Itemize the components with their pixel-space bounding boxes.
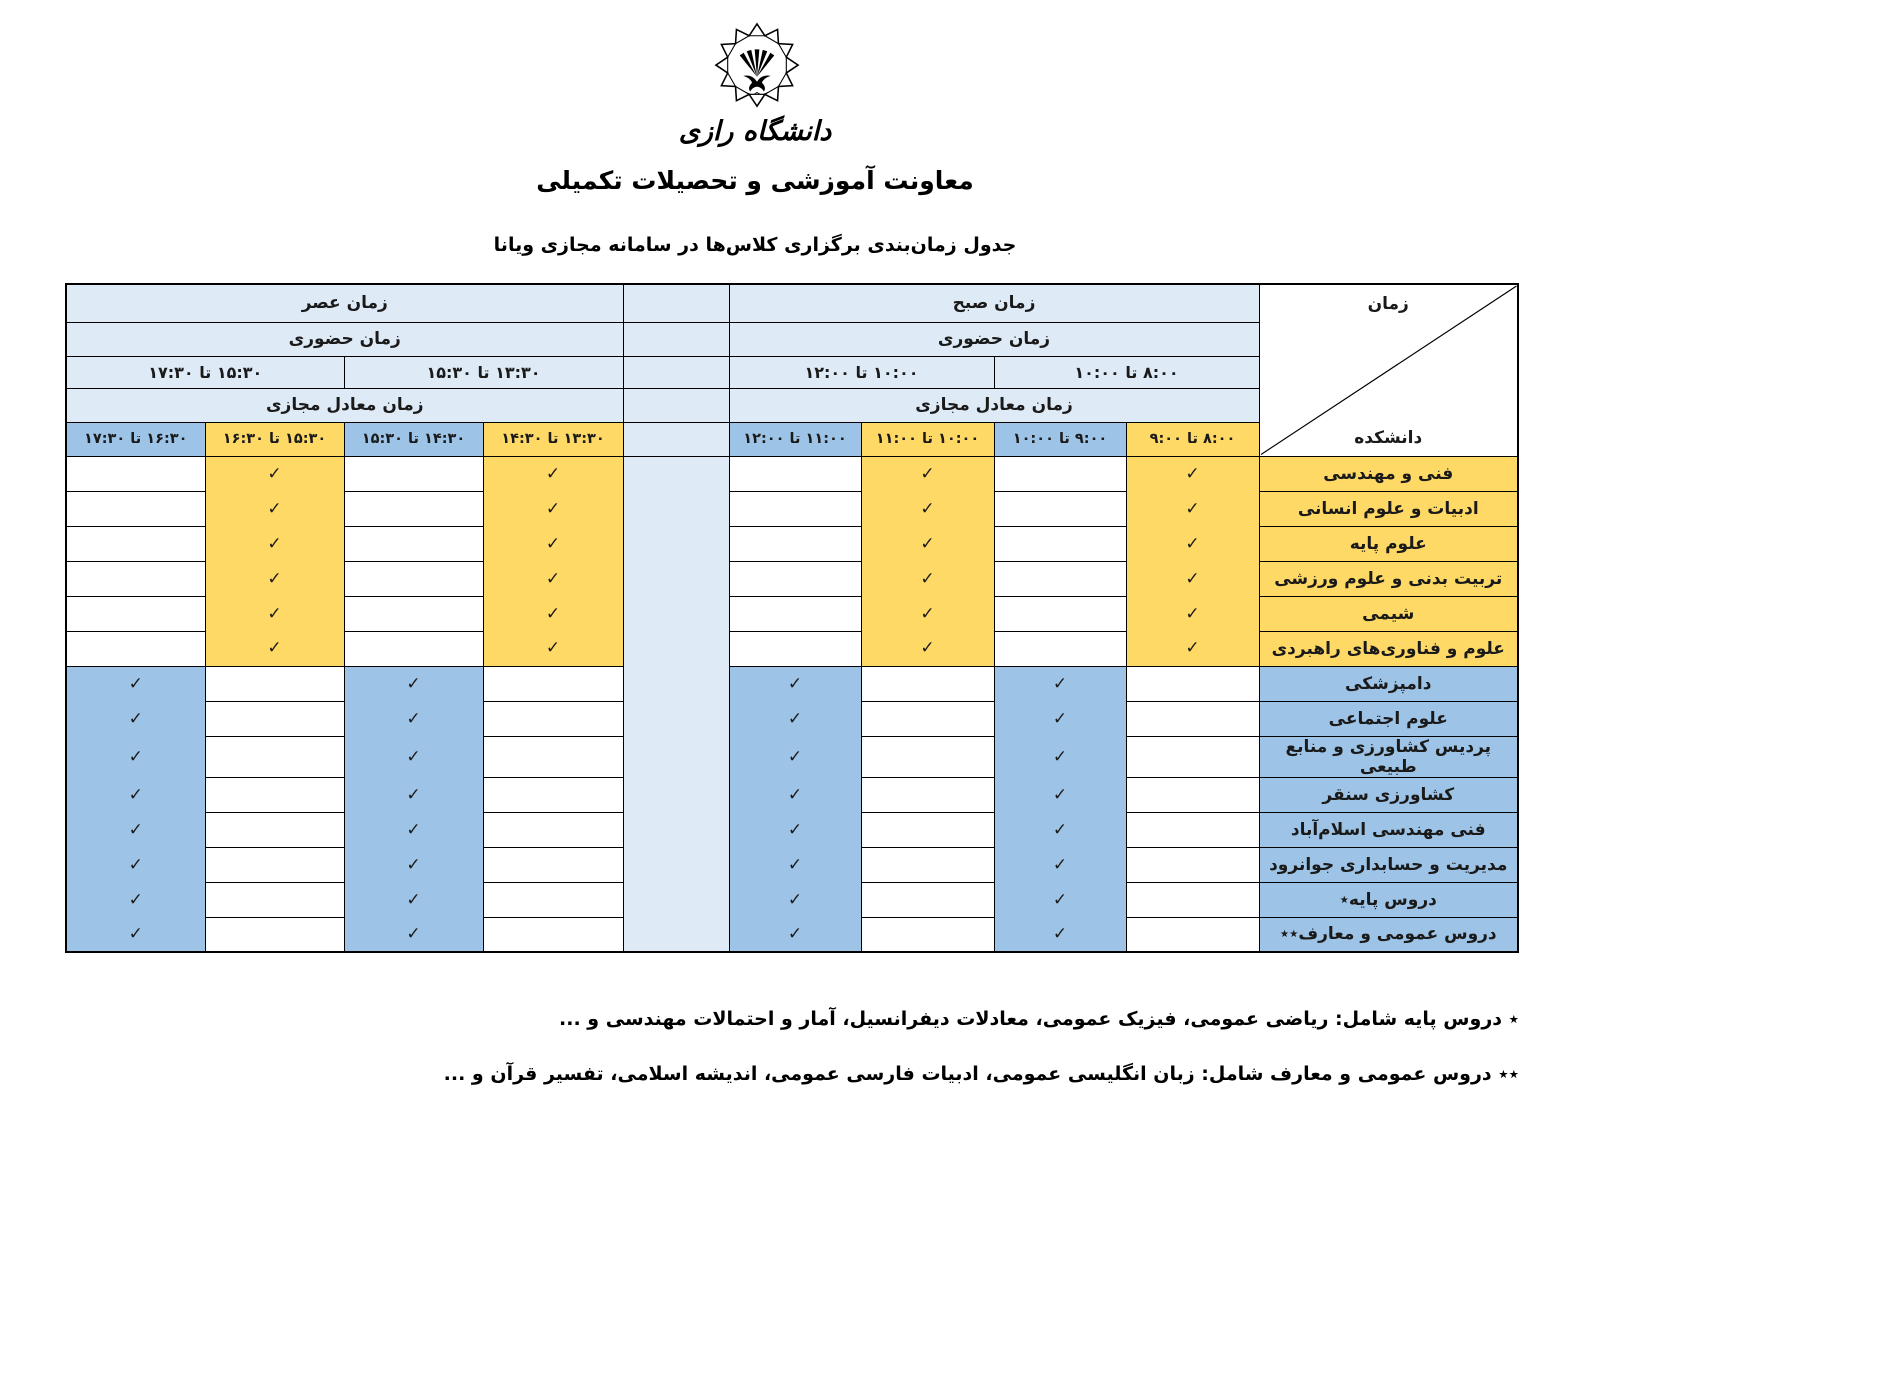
empty-cell xyxy=(861,777,994,812)
check-cell: ✓ xyxy=(344,917,483,952)
check-cell: ✓ xyxy=(205,631,344,666)
check-cell: ✓ xyxy=(1126,491,1259,526)
check-cell: ✓ xyxy=(205,561,344,596)
faculty-name-cell: دروس پایه٭ xyxy=(1259,882,1518,917)
check-cell: ✓ xyxy=(205,456,344,491)
check-cell: ✓ xyxy=(729,917,861,952)
empty-cell xyxy=(483,882,623,917)
check-cell: ✓ xyxy=(1126,456,1259,491)
spacer-cell xyxy=(623,388,729,422)
check-cell: ✓ xyxy=(994,812,1126,847)
empty-cell xyxy=(729,456,861,491)
check-cell: ✓ xyxy=(994,666,1126,701)
check-cell: ✓ xyxy=(729,666,861,701)
check-cell: ✓ xyxy=(994,917,1126,952)
faculty-name-cell: شیمی xyxy=(1259,596,1518,631)
check-cell: ✓ xyxy=(344,701,483,736)
faculty-name-cell: تربیت بدنی و علوم ورزشی xyxy=(1259,561,1518,596)
university-name-calligraphy: دانشگاه رازی xyxy=(678,116,832,147)
afternoon-virtual-label: زمان معادل مجازی xyxy=(66,388,623,422)
empty-cell xyxy=(483,847,623,882)
empty-cell xyxy=(729,561,861,596)
empty-cell xyxy=(483,701,623,736)
check-cell: ✓ xyxy=(344,777,483,812)
check-cell: ✓ xyxy=(66,812,205,847)
empty-cell xyxy=(344,561,483,596)
faculty-name-cell: علوم پایه xyxy=(1259,526,1518,561)
empty-cell xyxy=(205,736,344,777)
spacer-cell xyxy=(623,526,729,561)
empty-cell xyxy=(861,701,994,736)
check-cell: ✓ xyxy=(729,847,861,882)
faculty-name-cell: علوم و فناوری‌های راهبردی xyxy=(1259,631,1518,666)
schedule-table xyxy=(65,283,1519,953)
empty-cell xyxy=(205,882,344,917)
empty-cell xyxy=(66,631,205,666)
footnote-general-courses: ٭٭ دروس عمومی و معارف شامل: زبان انگلیسی عمومی، ادبیات فارسی عمومی، اندیشه اسلامی، تفسیر قرآن و ... xyxy=(443,1063,1519,1085)
virtual-slot-header: ۱۵:۳۰ تا ۱۶:۳۰ xyxy=(205,422,344,456)
virtual-slot-header: ۹:۰۰ تا ۱۰:۰۰ xyxy=(994,422,1126,456)
faculty-name-cell: پردیس کشاورزی و منابع طبیعی xyxy=(1259,736,1518,777)
spacer-cell xyxy=(623,917,729,952)
empty-cell xyxy=(483,917,623,952)
faculty-name-cell: ادبیات و علوم انسانی xyxy=(1259,491,1518,526)
check-cell: ✓ xyxy=(483,631,623,666)
empty-cell xyxy=(483,812,623,847)
check-cell: ✓ xyxy=(994,701,1126,736)
virtual-slot-header: ۱۴:۳۰ تا ۱۵:۳۰ xyxy=(344,422,483,456)
empty-cell xyxy=(66,596,205,631)
spacer-cell xyxy=(623,284,729,322)
empty-cell xyxy=(861,666,994,701)
faculty-name-cell: علوم اجتماعی xyxy=(1259,701,1518,736)
empty-cell xyxy=(344,596,483,631)
empty-cell xyxy=(483,666,623,701)
empty-cell xyxy=(483,736,623,777)
faculty-name-cell: کشاورزی سنقر xyxy=(1259,777,1518,812)
corner-faculty-label: دانشکده xyxy=(1354,427,1423,448)
spacer-cell xyxy=(623,322,729,356)
inperson-slot-header: ۱۰:۰۰ تا ۱۲:۰۰ xyxy=(729,356,994,388)
logo-bird-icon xyxy=(743,75,770,91)
faculty-name-cell: دروس عمومی و معارف٭٭ xyxy=(1259,917,1518,952)
check-cell: ✓ xyxy=(1126,631,1259,666)
empty-cell xyxy=(66,491,205,526)
virtual-slot-header: ۸:۰۰ تا ۹:۰۰ xyxy=(1126,422,1259,456)
check-cell: ✓ xyxy=(861,596,994,631)
inperson-slot-header: ۱۵:۳۰ تا ۱۷:۳۰ xyxy=(66,356,344,388)
check-cell: ✓ xyxy=(861,526,994,561)
empty-cell xyxy=(66,456,205,491)
page-subtitle: جدول زمان‌بندی برگزاری کلاس‌ها در سامانه مجازی ویانا xyxy=(493,234,1017,256)
check-cell: ✓ xyxy=(483,561,623,596)
empty-cell xyxy=(1126,666,1259,701)
check-cell: ✓ xyxy=(861,631,994,666)
empty-cell xyxy=(344,631,483,666)
empty-cell xyxy=(729,491,861,526)
corner-cell xyxy=(1259,284,1518,456)
morning-virtual-label: زمان معادل مجازی xyxy=(729,388,1259,422)
virtual-slot-header: ۱۳:۳۰ تا ۱۴:۳۰ xyxy=(483,422,623,456)
inperson-slot-header: ۱۳:۳۰ تا ۱۵:۳۰ xyxy=(344,356,623,388)
logo-star-icon xyxy=(708,22,806,114)
inperson-slot-header: ۸:۰۰ تا ۱۰:۰۰ xyxy=(994,356,1259,388)
check-cell: ✓ xyxy=(1126,596,1259,631)
faculty-name-cell: دامپزشکی xyxy=(1259,666,1518,701)
spacer-cell xyxy=(623,561,729,596)
empty-cell xyxy=(994,596,1126,631)
check-cell: ✓ xyxy=(729,812,861,847)
faculty-name-cell: فنی مهندسی اسلام‌آباد xyxy=(1259,812,1518,847)
empty-cell xyxy=(66,526,205,561)
empty-cell xyxy=(994,561,1126,596)
spacer-cell xyxy=(623,736,729,777)
check-cell: ✓ xyxy=(483,456,623,491)
check-cell: ✓ xyxy=(994,882,1126,917)
corner-time-label: زمان xyxy=(1367,294,1409,314)
check-cell: ✓ xyxy=(66,736,205,777)
empty-cell xyxy=(861,847,994,882)
check-cell: ✓ xyxy=(861,561,994,596)
empty-cell xyxy=(205,701,344,736)
check-cell: ✓ xyxy=(729,882,861,917)
check-cell: ✓ xyxy=(994,736,1126,777)
empty-cell xyxy=(205,777,344,812)
spacer-cell xyxy=(623,666,729,701)
empty-cell xyxy=(729,596,861,631)
morning-inperson-label: زمان حضوری xyxy=(729,322,1259,356)
check-cell: ✓ xyxy=(483,526,623,561)
empty-cell xyxy=(861,736,994,777)
check-cell: ✓ xyxy=(66,777,205,812)
check-cell: ✓ xyxy=(1126,561,1259,596)
empty-cell xyxy=(1126,812,1259,847)
empty-cell xyxy=(66,561,205,596)
spacer-cell xyxy=(623,422,729,456)
empty-cell xyxy=(1126,701,1259,736)
check-cell: ✓ xyxy=(344,882,483,917)
spacer-cell xyxy=(623,356,729,388)
empty-cell xyxy=(344,456,483,491)
empty-cell xyxy=(205,812,344,847)
check-cell: ✓ xyxy=(483,491,623,526)
check-cell: ✓ xyxy=(205,491,344,526)
empty-cell xyxy=(861,917,994,952)
check-cell: ✓ xyxy=(994,847,1126,882)
empty-cell xyxy=(205,666,344,701)
empty-cell xyxy=(483,777,623,812)
spacer-cell xyxy=(623,701,729,736)
afternoon-section-label: زمان عصر xyxy=(66,284,623,322)
check-cell: ✓ xyxy=(66,847,205,882)
check-cell: ✓ xyxy=(344,666,483,701)
empty-cell xyxy=(1126,736,1259,777)
spacer-cell xyxy=(623,777,729,812)
empty-cell xyxy=(729,631,861,666)
empty-cell xyxy=(1126,777,1259,812)
empty-cell xyxy=(1126,847,1259,882)
spacer-cell xyxy=(623,882,729,917)
check-cell: ✓ xyxy=(483,596,623,631)
empty-cell xyxy=(205,917,344,952)
empty-cell xyxy=(344,526,483,561)
faculty-name-cell: فنی و مهندسی xyxy=(1259,456,1518,491)
morning-section-label: زمان صبح xyxy=(729,284,1259,322)
check-cell: ✓ xyxy=(344,847,483,882)
check-cell: ✓ xyxy=(1126,526,1259,561)
empty-cell xyxy=(205,847,344,882)
empty-cell xyxy=(994,456,1126,491)
spacer-cell xyxy=(623,491,729,526)
check-cell: ✓ xyxy=(66,917,205,952)
check-cell: ✓ xyxy=(861,491,994,526)
empty-cell xyxy=(861,812,994,847)
empty-cell xyxy=(1126,917,1259,952)
check-cell: ✓ xyxy=(994,777,1126,812)
spacer-cell xyxy=(623,847,729,882)
empty-cell xyxy=(994,491,1126,526)
check-cell: ✓ xyxy=(729,701,861,736)
check-cell: ✓ xyxy=(66,701,205,736)
check-cell: ✓ xyxy=(344,812,483,847)
spacer-cell xyxy=(623,596,729,631)
empty-cell xyxy=(994,526,1126,561)
spacer-cell xyxy=(623,456,729,491)
check-cell: ✓ xyxy=(729,736,861,777)
empty-cell xyxy=(861,882,994,917)
check-cell: ✓ xyxy=(66,882,205,917)
check-cell: ✓ xyxy=(729,777,861,812)
footnote-basic-courses: ٭ دروس پایه شامل: ریاضی عمومی، فیزیک عمومی، معادلات دیفرانسیل، آمار و احتمالات مهندسی و ... xyxy=(559,1008,1519,1030)
virtual-slot-header: ۱۰:۰۰ تا ۱۱:۰۰ xyxy=(861,422,994,456)
check-cell: ✓ xyxy=(344,736,483,777)
spacer-cell xyxy=(623,631,729,666)
check-cell: ✓ xyxy=(205,596,344,631)
spacer-cell xyxy=(623,812,729,847)
check-cell: ✓ xyxy=(205,526,344,561)
page-title: معاونت آموزشی و تحصیلات تکمیلی xyxy=(536,166,974,195)
empty-cell xyxy=(729,526,861,561)
virtual-slot-header: ۱۱:۰۰ تا ۱۲:۰۰ xyxy=(729,422,861,456)
empty-cell xyxy=(344,491,483,526)
university-logo xyxy=(697,22,817,118)
check-cell: ✓ xyxy=(66,666,205,701)
virtual-slot-header: ۱۶:۳۰ تا ۱۷:۳۰ xyxy=(66,422,205,456)
empty-cell xyxy=(994,631,1126,666)
check-cell: ✓ xyxy=(861,456,994,491)
faculty-name-cell: مدیریت و حسابداری جوانرود xyxy=(1259,847,1518,882)
afternoon-inperson-label: زمان حضوری xyxy=(66,322,623,356)
empty-cell xyxy=(1126,882,1259,917)
